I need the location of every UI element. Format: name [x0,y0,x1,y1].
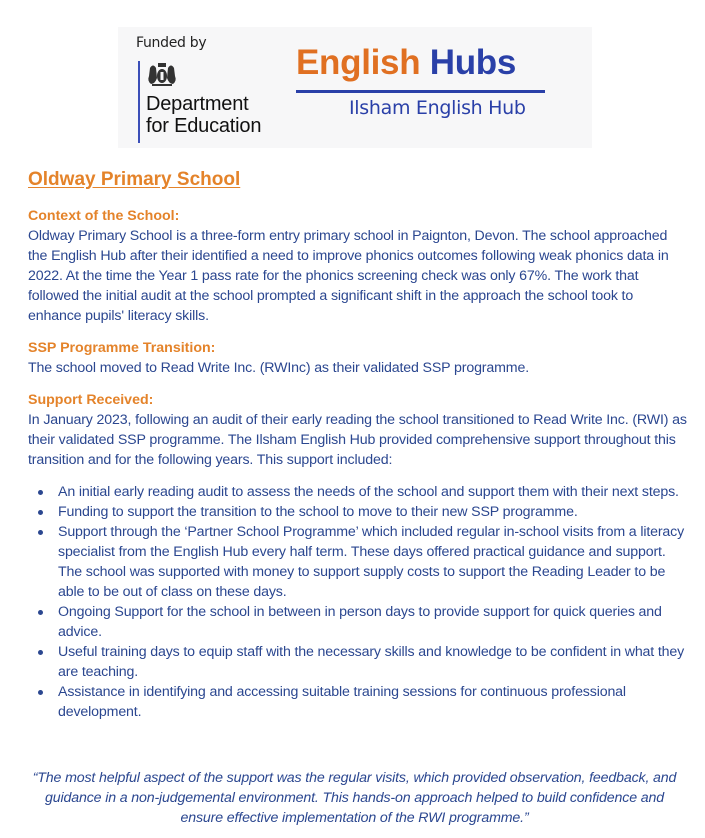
page-title: Oldway Primary School [28,169,241,190]
dfe-name-line1: Department [146,93,249,115]
wordmark-hubs: Hubs [429,43,517,82]
support-list [28,482,688,722]
list-item: Assistance in identifying and accessing suitable training sessions for continuous professional development. [58,682,688,722]
section-body: In January 2023, following an audit of their early reading the school transitioned to Read Write Inc. (RWI) as their validated SSP programme. The Ilsham English Hub provided comprehensive support throughout this transition and for the following years. This support included: [28,412,687,468]
section-heading: Context of the School: [28,208,180,224]
list-item: Useful training days to equip staff with the necessary skills and knowledge to be confident in what they are teaching. [58,642,688,682]
list-item: Ongoing Support for the school in between in person days to provide support for quick queries and advice. [58,602,688,642]
dfe-name [146,93,261,137]
list-item: Funding to support the transition to the school to move to their new SSP programme. [58,502,688,522]
wordmark-rule [296,90,545,93]
wordmark-english: English [296,43,421,82]
list-item: Support through the ‘Partner School Programme’ which included regular in-school visits from a literacy specialist from the English Hub every half term. These days offered practical guidance and support. The school was supported with money to support supply costs to support the Reading Leader to be able to be out of class on these days. [58,522,688,602]
dfe-logo [136,35,206,51]
section-body: Oldway Primary School is a three-form entry primary school in Paignton, Devon. The school approached the English Hub after their identified a need to improve phonics outcomes following weak phonics data in 2022. At the time the Year 1 pass rate for the phonics screening check was only 67%. The work that followed the initial audit at the school prompted a significant shift in the approach the school took to enhance pupils' literacy skills. [28,228,669,324]
section-heading: SSP Programme Transition: [28,340,216,356]
section-support-received [28,390,688,470]
section-body: The school moved to Read Write Inc. (RWInc) as their validated SSP programme. [28,360,529,376]
list-item: An initial early reading audit to assess the needs of the school and support them with their next steps. [58,482,688,502]
dfe-name-line2: for Education [146,115,262,137]
dfe-logo-rule [138,61,140,143]
funded-by-label: Funded by [136,35,207,51]
section-ssp-transition [28,338,688,378]
english-hubs-logo-banner [118,27,592,148]
section-heading: Support Received: [28,392,154,408]
section-context [28,206,688,326]
royal-crest-icon [146,60,178,88]
case-study-body [28,168,688,722]
hub-name: Ilsham English Hub [349,97,526,119]
english-hubs-wordmark [296,43,516,83]
testimonial-quote: “The most helpful aspect of the support was the regular visits, which provided observation, feedback, and guidance in a non-judgemental environment. This hands-on approach helped to build confidence and ensure effective implementation of the RWI programme.” [32,770,677,826]
